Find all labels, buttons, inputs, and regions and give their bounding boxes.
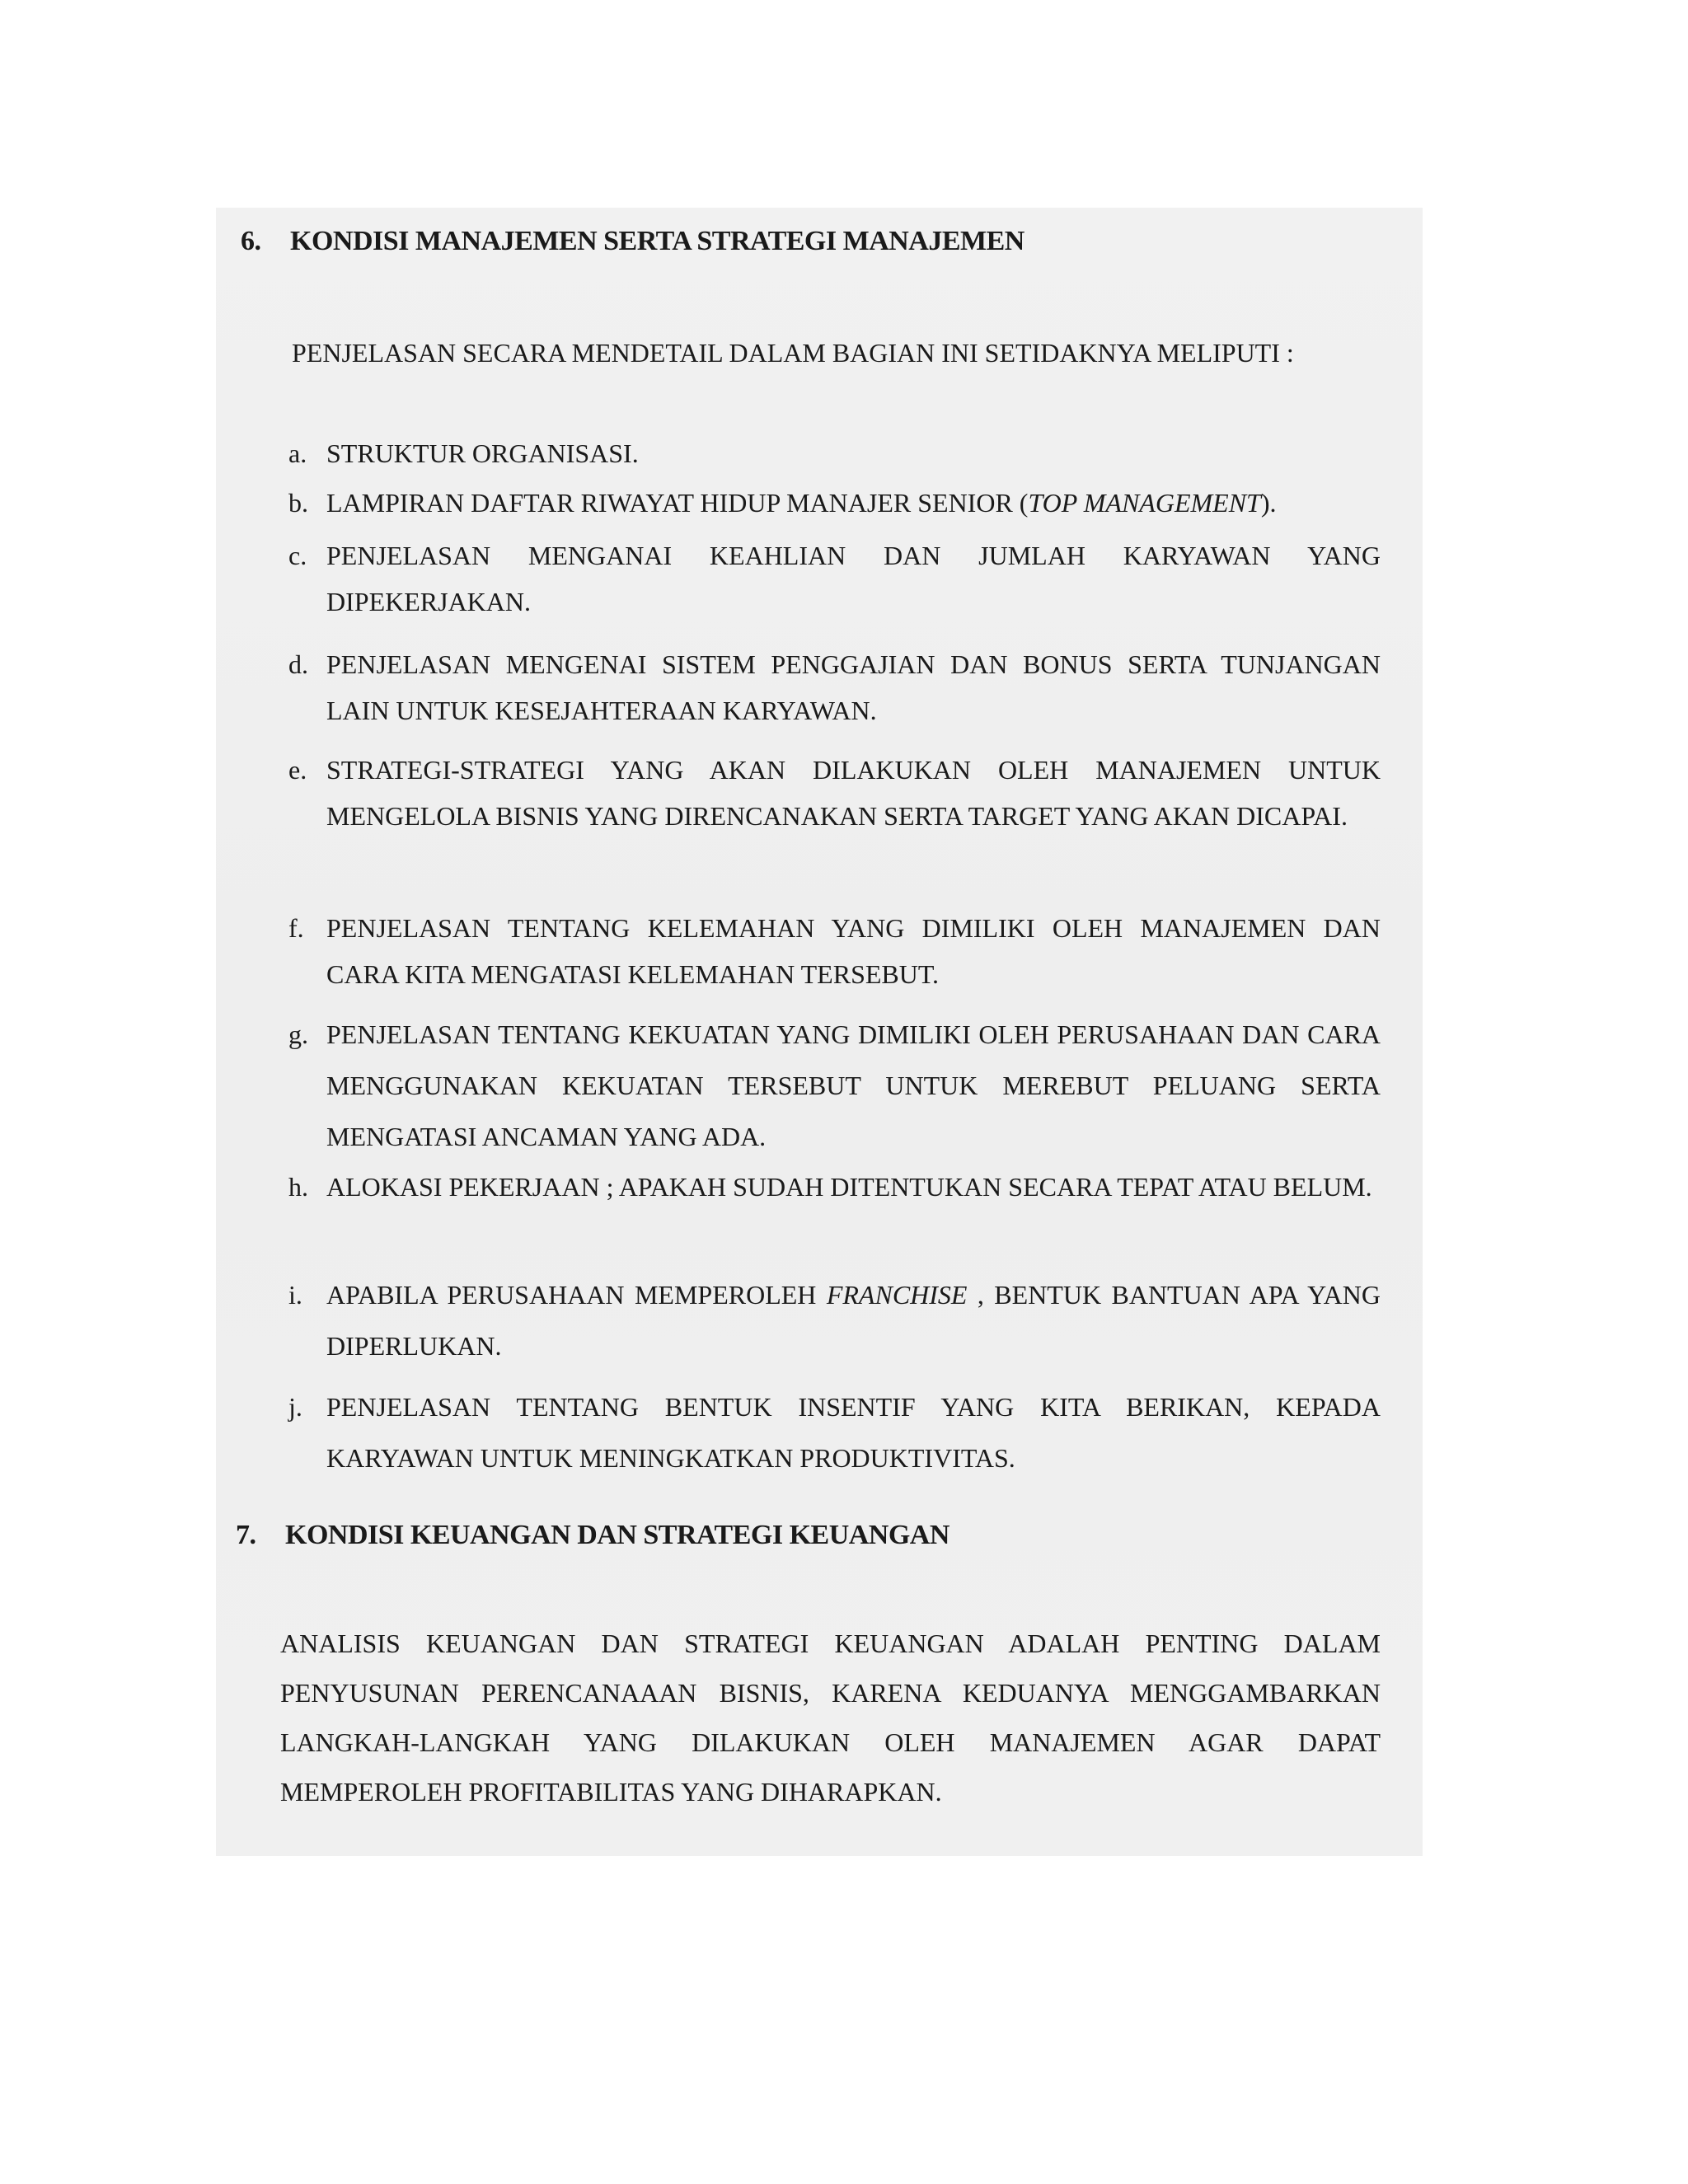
list-item-emphasis: TOP MANAGEMENT: [1028, 488, 1261, 518]
section-7-heading: [236, 1520, 950, 1551]
list-item-emphasis: FRANCHISE: [826, 1280, 968, 1310]
section-6-number: 6.: [241, 226, 261, 256]
scanned-page: [216, 208, 1423, 1856]
list-item-i: [288, 1269, 1381, 1371]
list-item-letter: h.: [288, 1172, 308, 1202]
section-7-paragraph: ANALISIS KEUANGAN DAN STRATEGI KEUANGAN ADALAH PENTING DALAM PENYUSUNAN PERENCANAAAN BISNIS, KARENA KEDUANYA MENGGAMBARKAN LANGKAH-LANGKAH YANG DILAKUKAN OLEH MANAJEMEN AGAR DAPAT MEMPEROLEH PROFITABILITAS YANG DIHARAPKAN.: [280, 1629, 1381, 1807]
list-item-h: [288, 1164, 1381, 1210]
list-item-text: STRATEGI-STRATEGI YANG AKAN DILAKUKAN OLEH MANAJEMEN UNTUK MENGELOLA BISNIS YANG DIRENCANAKAN SERTA TARGET YANG AKAN DICAPAI.: [326, 755, 1381, 831]
list-item-letter: j.: [288, 1392, 302, 1422]
list-item-c: [288, 532, 1381, 625]
list-item-letter: g.: [288, 1019, 308, 1049]
list-item-d: [288, 641, 1381, 733]
list-item-text: PENJELASAN MENGENAI SISTEM PENGGAJIAN DAN BONUS SERTA TUNJANGAN LAIN UNTUK KESEJAHTERAAN KARYAWAN.: [326, 649, 1381, 725]
list-item-text: PENJELASAN TENTANG BENTUK INSENTIF YANG KITA BERIKAN, KEPADA KARYAWAN UNTUK MENINGKATKAN PRODUKTIVITAS.: [326, 1392, 1381, 1473]
list-item-j: [288, 1381, 1381, 1483]
list-item-text: [326, 480, 1381, 526]
list-item-text-before: LAMPIRAN DAFTAR RIWAYAT HIDUP MANAJER SENIOR (: [326, 488, 1029, 518]
list-item-a: [288, 430, 1381, 476]
list-item-text: [326, 1269, 1381, 1371]
section-6-heading: [241, 226, 1025, 257]
section-6-intro: PENJELASAN SECARA MENDETAIL DALAM BAGIAN INI SETIDAKNYA MELIPUTI :: [292, 338, 1294, 368]
list-item-text-after: ).: [1260, 488, 1277, 518]
list-item-g: [288, 1009, 1381, 1162]
list-item-letter: e.: [288, 755, 307, 785]
document-content: [216, 208, 1423, 1856]
section-6-title: KONDISI MANAJEMEN SERTA STRATEGI MANAJEMEN: [290, 226, 1025, 256]
list-item-f: [288, 905, 1381, 997]
list-item-letter: d.: [288, 649, 308, 679]
list-item-letter: i.: [288, 1280, 302, 1310]
list-item-text: PENJELASAN TENTANG KEKUATAN YANG DIMILIKI OLEH PERUSAHAAN DAN CARA MENGGUNAKAN KEKUATAN TERSEBUT UNTUK MEREBUT PELUANG SERTA MENGATASI ANCAMAN YANG ADA.: [326, 1019, 1381, 1151]
list-item-letter: b.: [288, 488, 308, 518]
list-item-text: ALOKASI PEKERJAAN ; APAKAH SUDAH DITENTUKAN SECARA TEPAT ATAU BELUM.: [326, 1172, 1372, 1202]
section-7-title: KONDISI KEUANGAN DAN STRATEGI KEUANGAN: [285, 1520, 950, 1550]
list-item-text: PENJELASAN TENTANG KELEMAHAN YANG DIMILIKI OLEH MANAJEMEN DAN CARA KITA MENGATASI KELEMAHAN TERSEBUT.: [326, 913, 1381, 989]
list-item-text-before: APABILA PERUSAHAAN MEMPEROLEH: [326, 1280, 827, 1310]
list-item-letter: c.: [288, 541, 307, 570]
list-item-letter: f.: [288, 913, 304, 943]
list-item-b: [288, 480, 1381, 526]
list-item-text-after: , BENTUK BANTUAN APA YANG DIPERLUKAN.: [326, 1280, 1381, 1361]
section-7-number: 7.: [236, 1520, 256, 1550]
list-item-letter: a.: [288, 438, 307, 468]
list-item-text: PENJELASAN MENGANAI KEAHLIAN DAN JUMLAH KARYAWAN YANG DIPEKERJAKAN.: [326, 541, 1381, 616]
list-item-text: STRUKTUR ORGANISASI.: [326, 438, 639, 468]
list-item-e: [288, 747, 1381, 839]
